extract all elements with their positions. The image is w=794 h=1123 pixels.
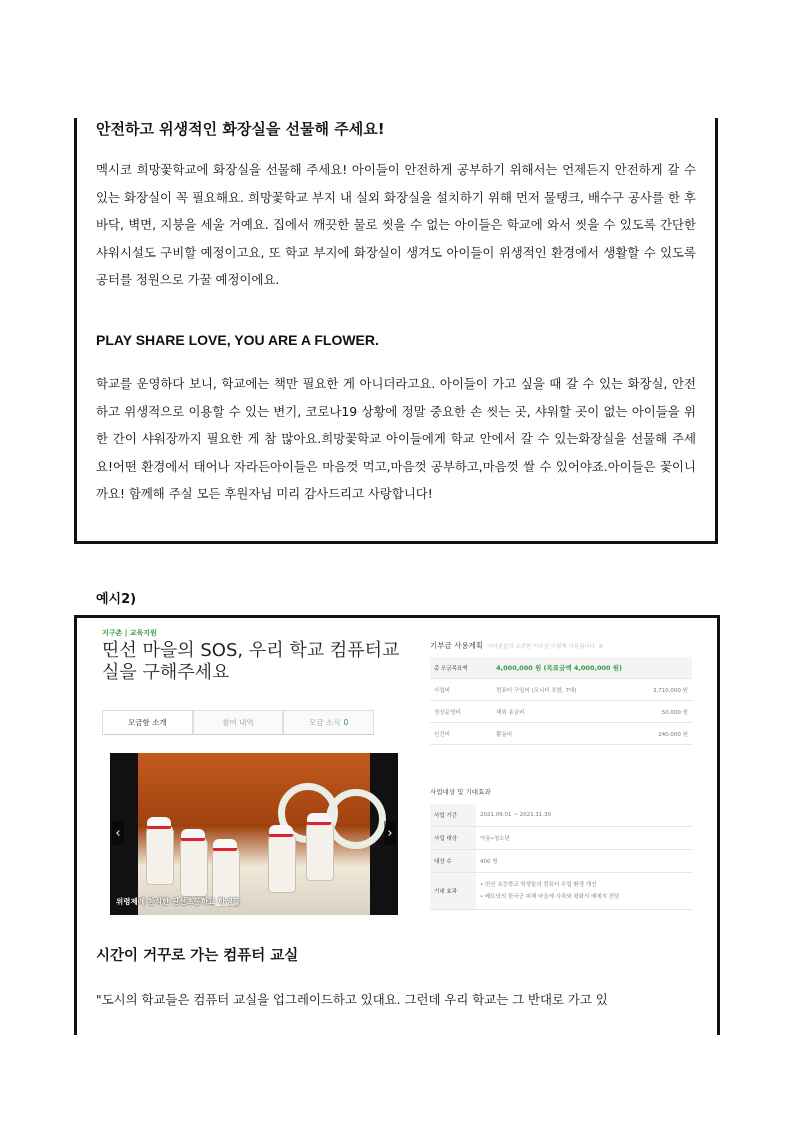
child-figure	[146, 823, 174, 885]
next-arrow-icon[interactable]: ›	[384, 821, 396, 845]
campaign-screenshot	[96, 624, 694, 924]
child-figure	[180, 835, 208, 897]
child-figure	[306, 819, 334, 881]
budget-header	[430, 640, 692, 651]
table-row: 경상운영비 해외 송금비 50,000 원	[430, 701, 692, 723]
section-paragraph-2: 학교를 운영하다 보니, 학교에는 책만 필요한 게 아니더라고요. 아이들이 가고 싶을 때 갈 수 있는 화장실, 안전하고 위생적으로 이용할 수 있는 변기, 코로나19 상황에 정말 중요한 손 씻는 곳, 샤워할 곳이 없는 아이들을 위한 간이 샤워장까지 필요한 게 참 많아요.희망꽃학교 아이들에게 학교 안에서 갈 수 있는화장실을 선물해 주세요!어떤 환경에서 태어나 자라든아이들은 마음껏 먹고,마음껏 공부하고,마음껏 쌀 수 있어야죠.아이들은 꽃이니까요! 함께해 주실 모든 후원자님 미리 감사드리고 사랑합니다!	[96, 376, 696, 501]
news-count: 0	[343, 718, 349, 727]
project-table	[430, 804, 692, 910]
photo-scene	[138, 753, 370, 915]
effect-item: • 띤선 초등학교 학생들의 컴퓨터 수업 환경 개선	[480, 882, 597, 888]
campaign-sidebar	[430, 640, 692, 910]
tab-intro[interactable]: 모금함 소개	[102, 710, 193, 734]
table-row: 사업 기간 2021.09.01 ~ 2021.11.30	[430, 804, 692, 827]
table-row: 기대 효과 • 띤선 초등학교 학생들의 컴퓨터 수업 환경 개선 • 베트남의 한국군 피해 마을에 사과와 평화의 메세지 전달	[430, 873, 692, 910]
hat-figure	[307, 813, 331, 825]
table-row: 총 모금목표액 4,000,000 원 (목표금액 4,000,000 원)	[430, 657, 692, 679]
table-row: 대상 수 400 명	[430, 850, 692, 873]
hat-figure	[181, 829, 205, 841]
campaign-title: 띤선 마을의 SOS, 우리 학교 컴퓨터교실을 구해주세요	[102, 640, 400, 683]
campaign-photo	[110, 753, 398, 915]
project-title: 사업대상 및 기대효과	[430, 788, 491, 796]
table-row: 사업 대상 아동•청소년	[430, 827, 692, 850]
effect-item: • 베트남의 한국군 피해 마을에 사과와 평화의 메세지 전달	[480, 894, 620, 900]
photo-caption: 위령제에 참석한 띤선초등학교 학생들	[116, 897, 240, 906]
tab-participation[interactable]: 참여 내역	[193, 710, 284, 734]
section-paragraph-3: "도시의 학교들은 컴퓨터 교실을 업그레이드하고 있대요. 그런데 우리 학교는 그 반대로 가고 있	[96, 992, 608, 1007]
hat-figure	[213, 839, 237, 851]
section-subheading: PLAY SHARE LOVE, YOU ARE A FLOWER.	[96, 332, 379, 348]
child-figure	[268, 831, 296, 893]
campaign-tabs	[102, 710, 374, 735]
wreath-decoration	[326, 789, 386, 849]
tab-news[interactable]: 모금 소식 0	[283, 710, 374, 734]
table-row: 사업비 컴퓨터 구입비 (모니터 포함, 7대) 3,710,000 원	[430, 679, 692, 701]
prev-arrow-icon[interactable]: ‹	[112, 821, 124, 845]
example-label: 예시2)	[96, 592, 137, 607]
budget-table	[430, 657, 692, 745]
section-heading-2: 시간이 거꾸로 가는 컴퓨터 교실	[96, 948, 299, 964]
hat-figure	[147, 817, 171, 829]
section-heading: 안전하고 위생적인 화장실을 선물해 주세요!	[96, 120, 385, 138]
section-paragraph-1: 멕시코 희망꽃학교에 화장실을 선물해 주세요! 아이들이 안전하게 공부하기 위해서는 언제든지 안전하게 갈 수 있는 화장실이 꼭 필요해요. 희망꽃학교 부지 내 실외 화장실을 설치하기 위해 먼저 물탱크, 배수구 공사를 한 후 바닥, 벽면, 지붕을 세울 거예요. 집에서 깨끗한 물로 씻을 수 없는 아이들은 학교에 와서 씻을 수 있도록 간단한 샤워시설도 구비할 예정이고요, 또 학교 부지에 화장실이 생겨도 아이들이 위생적인 환경에서 생활할 수 있도록 공터를 정원으로 가꿀 예정이에요.	[96, 162, 696, 287]
budget-subtitle: 여러분들의 소중한 기부금 이렇게 사용됩니다. ※	[487, 644, 604, 650]
table-row: 인건비 활동비 240,000 원	[430, 723, 692, 745]
hat-figure	[269, 825, 293, 837]
campaign-tag: 지구촌 | 교육지원	[102, 629, 157, 637]
budget-title: 기부금 사용계획	[430, 641, 484, 650]
